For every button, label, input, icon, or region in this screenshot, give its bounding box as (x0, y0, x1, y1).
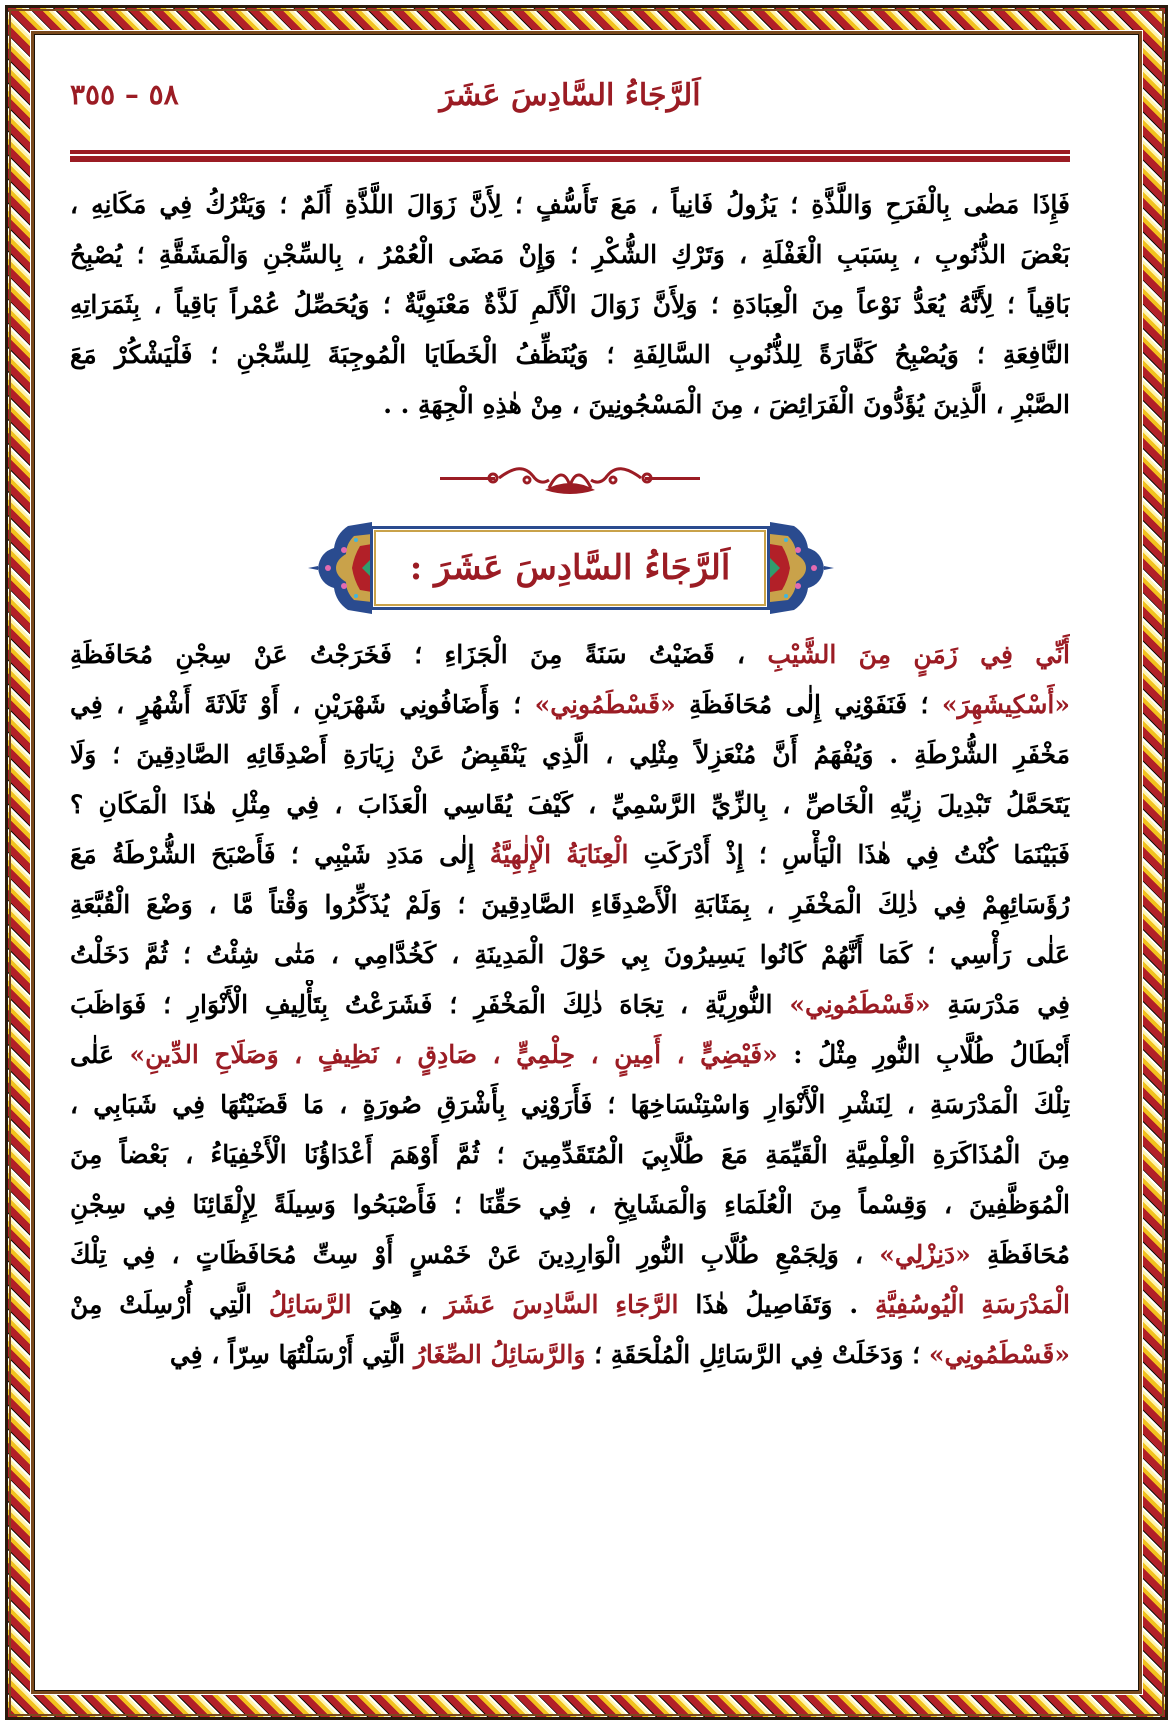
text-run: فِي مَدْرَسَةِ (930, 990, 1070, 1019)
text-run: فَبَيْنَمَا كُنْتُ فِي هٰذَا الْيَأْسِ ؛ إِذْ أَدْرَكَتِ (628, 840, 1070, 869)
text-line (70, 1330, 1070, 1380)
highlighted-text: «قَسْطَمُونِي» (534, 690, 676, 719)
text-run: رُؤَسَائِهِمْ فِي ذٰلِكَ الْمَخْفَرِ ، بِمَثَابَةِ الْأَصْدِقَاءِ الصَّادِقِينَ ؛ وَلَمْ يُذَكِّرُوا وَقْتاً مَّا ، وَضْعَ الْقُبَّعَةِ (70, 890, 1070, 919)
highlighted-text: «قَسْطَمُونِي» (928, 1340, 1070, 1369)
text-run: مِنَ الْمُذَاكَرَةِ الْعِلْمِيَّةِ الْقَيِّمَةِ مَعَ طُلَّابِيَ الْمُتَقَدِّمِينَ ؛ ثُمَّ أَوْهَمَ أَعْدَاؤُنَا الْأَخْفِيَاءُ ، بَعْضاً مِنَ (70, 1140, 1070, 1169)
text-run: الَّتِي أُرْسِلَتْ مِنْ (70, 1290, 269, 1319)
text-run: الَّتِي أَرْسَلْتُهَا سِرّاً ، فِي (169, 1340, 414, 1369)
paragraph-intro (70, 180, 1070, 430)
section-divider (70, 458, 1070, 498)
section-heading: اَلرَّجَاءُ السَّادِسَ عَشَرَ : (370, 526, 770, 610)
text-line (70, 1180, 1070, 1230)
paragraph-main (70, 630, 1070, 1380)
text-line: بَاقِياً ؛ لِأَنَّهُ يُعَدُّ نَوْعاً مِنَ الْعِبَادَةِ ؛ وَلِأَنَّ زَوَالَ الْأَلَمِ لَذَّةٌ مَعْنَوِيَّةٌ ؛ وَيُحَصِّلُ عُمْراً بَاقِياً ، بِثَمَرَاتِهِ (70, 290, 1070, 319)
text-run: . وَتَفَاصِيلُ هٰذَا (678, 1290, 875, 1319)
highlighted-text: «فَيْضِيٍّ ، أَمِينٍ ، حِلْمِيٍّ ، صَادِقٍ ، نَظِيفٍ ، وَصَلَاحِ الدِّينِ» (129, 1040, 778, 1069)
text-line (70, 1280, 1070, 1330)
highlighted-text: الْعِنَايَةُ الْإِلٰهِيَّةُ (489, 840, 629, 869)
text-line (70, 1080, 1070, 1130)
text-run: مَخْفَرِ الشُّرْطَةِ . وَيُفْهَمُ أَنَّ مُنْعَزِلاً مِثْلِي ، الَّذِي يَنْقَبِضُ عَنْ زِيَارَةِ أَصْدِقَائِهِ الصَّادِقِينَ ؛ وَلَا (70, 740, 1070, 769)
divider-rule-left (440, 477, 495, 480)
section-heading-cartouche (70, 520, 1070, 620)
text-run: عَلٰى (70, 1040, 130, 1069)
running-header (70, 60, 1070, 120)
text-run: ؛ وَأَضَافُونِي شَهْرَيْنِ ، أَوْ ثَلَاثَةَ أَشْهُرٍ ، فِي (70, 690, 535, 719)
text-line (70, 1130, 1070, 1180)
highlighted-text: وَالرَّسَائِلُ الصِّغَارُ (413, 1340, 586, 1369)
text-run: النُّورِيَّةِ ، تِجَاهَ ذٰلِكَ الْمَخْفَرِ ؛ فَشَرَعْتُ بِتَأْلِيفِ الْأَنْوَارِ ؛ فَوَاظَبَ (70, 990, 790, 1019)
text-run: عَلٰى رَأْسِي ؛ كَمَا أَنَّهُمْ كَانُوا يَسِيرُونَ بِي حَوْلَ الْمَدِينَةِ ، كَخُدَّامِي ، مَتٰى شِئْتُ ؛ ثُمَّ دَخَلْتُ (70, 940, 1070, 969)
text-run: ، قَضَيْتُ سَنَةً مِنَ الْجَزَاءِ ؛ فَخَرَجْتُ عَنْ سِجْنِ مُحَافَظَةِ (70, 640, 768, 669)
text-line: فَإِذَا مَضٰى بِالْفَرَحِ وَاللَّذَّةِ ؛ يَزُولُ فَانِياً ، مَعَ تَأَسُّفٍ ؛ لِأَنَّ زَوَالَ اللَّذَّةِ أَلَمٌ ؛ وَيَتْرُكُ فِي مَكَانِهِ ، (70, 190, 1070, 219)
text-line (70, 930, 1070, 980)
text-line (70, 980, 1070, 1030)
highlighted-text: «دَنِزْلِي» (879, 1240, 971, 1269)
page-reference: ٥٨ – ٣٥٥ (70, 78, 179, 111)
flourish-ornament-icon (485, 458, 655, 498)
running-header-title: اَلرَّجَاءُ السَّادِسَ عَشَرَ (439, 78, 701, 113)
text-line (70, 780, 1070, 830)
highlighted-text: «أَسْكِيشَهِرَ» (941, 690, 1070, 719)
illumination-ornament-icon (308, 520, 372, 616)
text-line (70, 830, 1070, 880)
text-run: ، وَلِجَمْعِ طُلَّابِ النُّورِ الْوَارِدِينَ عَنْ خَمْسٍ أَوْ سِتِّ مُحَافَظَاتٍ ، فِي تِلْكَ (70, 1240, 880, 1269)
text-line (70, 1030, 1070, 1080)
text-run: يَتَحَمَّلُ تَبْدِيلَ زِيِّهِ الْخَاصِّ ، بِالزِّيِّ الرَّسْمِيِّ ، كَيْفَ يُقَاسِي الْعَذَابَ ، فِي مِثْلِ هٰذَا الْمَكَانِ ؟ (70, 790, 1070, 819)
text-run: ؛ فَنَفَوْنِي إِلٰى مُحَافَظَةِ (675, 690, 942, 719)
text-run: الْمُوَظَّفِينَ ، وَقِسْماً مِنَ الْعُلَمَاءِ وَالْمَشَايِخِ ، فِي حَقِّنَا ؛ فَأَصْبَحُوا وَسِيلَةً لِإِلْقَائِنَا فِي سِجْنِ (70, 1190, 1070, 1219)
illumination-ornament-icon (770, 520, 834, 616)
highlighted-text: أَنِّي فِي زَمَنٍ مِنَ الشَّيْبِ (767, 640, 1070, 669)
highlighted-text: «قَسْطَمُونِي» (789, 990, 931, 1019)
highlighted-text: الرَّسَائِلُ (268, 1290, 352, 1319)
text-line: النَّافِعَةِ ؛ وَيُصْبِحُ كَفَّارَةً لِلذُّنُوبِ السَّالِفَةِ ؛ وَيُنَظِّفُ الْخَطَايَا الْمُوجِبَةَ لِلسِّجْنِ ؛ فَلْيَشْكُرْ مَعَ (70, 340, 1070, 369)
text-run: إِلٰى مَدَدِ شَيْبِي ؛ فَأَصْبَحَ الشُّرْطَةُ مَعَ (70, 840, 490, 869)
page (70, 60, 1070, 1380)
text-line (70, 680, 1070, 730)
text-run: تِلْكَ الْمَدْرَسَةِ ، لِنَشْرِ الْأَنْوَارِ وَاسْتِنْسَاخِهَا ؛ فَأَرَوْنِي بِأَشْرَقِ صُورَةٍ ، مَا قَضَيْتُهَا فِي شَبَابِي ، (70, 1090, 1070, 1119)
header-double-rule (70, 150, 1070, 162)
text-run: مُحَافَظَةِ (970, 1240, 1070, 1269)
highlighted-text: الرَّجَاءِ السَّادِسَ عَشَرَ (444, 1290, 679, 1319)
text-line (70, 880, 1070, 930)
text-run: أَبْطَالُ طُلَّابِ النُّورِ مِثْلُ : (777, 1040, 1070, 1069)
highlighted-text: الْمَدْرَسَةِ الْيُوسُفِيَّةِ (874, 1290, 1070, 1319)
text-run: ، هِيَ (351, 1290, 445, 1319)
text-line (70, 630, 1070, 680)
text-line: بَعْضَ الذُّنُوبِ ، بِسَبَبِ الْغَفْلَةِ ، وَتَرْكِ الشُّكْرِ ؛ وَإِنْ مَضَى الْعُمْرُ ، بِالسِّجْنِ وَالْمَشَقَّةِ ؛ يُصْبِحُ (70, 240, 1070, 269)
text-line (70, 1230, 1070, 1280)
text-line (70, 730, 1070, 780)
text-line: الصَّبْرِ ، الَّذِينَ يُؤَدُّونَ الْفَرَائِضَ ، مِنَ الْمَسْجُونِينَ ، مِنْ هٰذِهِ الْجِهَةِ . . (383, 390, 1070, 419)
text-run: ؛ وَدَخَلَتْ فِي الرَّسَائِلِ الْمُلْحَقَةِ ؛ (585, 1340, 929, 1369)
